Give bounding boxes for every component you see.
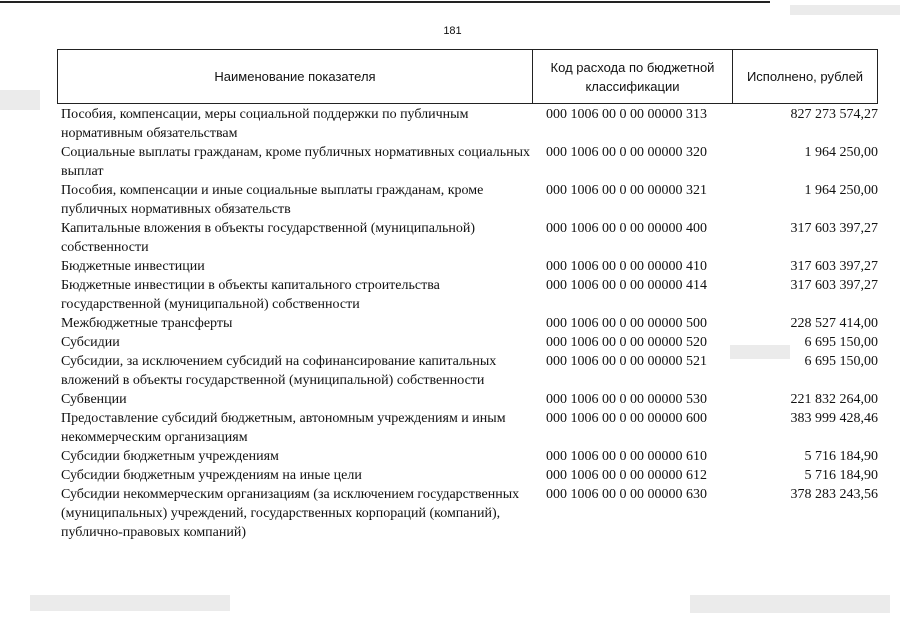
table-header	[57, 49, 878, 104]
row-amount: 221 832 264,00	[790, 392, 878, 407]
page-number: 181	[443, 25, 462, 37]
scan-noise	[30, 595, 230, 611]
row-amount: 827 273 574,27	[790, 107, 878, 122]
table-row	[57, 276, 878, 314]
row-code: 000 1006 00 0 00 00000 520	[546, 335, 707, 350]
row-code: 000 1006 00 0 00 00000 410	[546, 259, 707, 274]
row-amount: 317 603 397,27	[790, 259, 878, 274]
row-name: Бюджетные инвестиции в объекты капитального строительства государственной (муниципальной) собственности	[61, 278, 440, 312]
row-code: 000 1006 00 0 00 00000 500	[546, 316, 707, 331]
row-code: 000 1006 00 0 00 00000 530	[546, 392, 707, 407]
row-code: 000 1006 00 0 00 00000 313	[546, 107, 707, 122]
table-body	[57, 105, 878, 542]
row-name: Пособия, компенсации, меры социальной поддержки по публичным нормативным обязательствам	[61, 107, 469, 141]
row-amount: 1 964 250,00	[804, 183, 878, 198]
table-row	[57, 219, 878, 257]
row-code: 000 1006 00 0 00 00000 320	[546, 145, 707, 160]
row-amount: 383 999 428,46	[790, 411, 878, 426]
row-code: 000 1006 00 0 00 00000 321	[546, 183, 707, 198]
table-row	[57, 447, 878, 466]
table-row	[57, 143, 878, 181]
row-code: 000 1006 00 0 00 00000 610	[546, 449, 707, 464]
row-name: Субсидии бюджетным учреждениям на иные цели	[61, 468, 362, 483]
row-code: 000 1006 00 0 00 00000 414	[546, 278, 707, 293]
row-amount: 317 603 397,27	[790, 221, 878, 236]
table-row	[57, 466, 878, 485]
scan-noise	[790, 5, 900, 15]
header-name: Наименование показателя	[58, 50, 533, 103]
row-name: Субвенции	[61, 392, 127, 407]
page-top-rule	[0, 1, 770, 3]
scan-noise	[0, 90, 40, 110]
row-code: 000 1006 00 0 00 00000 630	[546, 487, 707, 502]
table-row	[57, 105, 878, 143]
row-name: Капитальные вложения в объекты государственной (муниципальной) собственности	[61, 221, 476, 255]
row-name: Субсидии	[61, 335, 120, 350]
row-name: Социальные выплаты гражданам, кроме публичных нормативных социальных выплат	[61, 145, 530, 179]
row-name: Предоставление субсидий бюджетным, автономным учреждениям и иным некоммерческим организациям	[61, 411, 506, 445]
row-amount: 6 695 150,00	[804, 335, 878, 350]
table-row	[57, 409, 878, 447]
row-name: Межбюджетные трансферты	[61, 316, 233, 331]
table-row	[57, 181, 878, 219]
table-row	[57, 314, 878, 333]
header-amount: Исполнено, рублей	[746, 69, 864, 84]
table-row	[57, 257, 878, 276]
scan-noise	[690, 595, 890, 613]
row-name: Субсидии, за исключением субсидий на софинансирование капитальных вложений в объекты государственной (муниципальной) собственности	[61, 354, 497, 388]
row-amount: 1 964 250,00	[804, 145, 878, 160]
row-code: 000 1006 00 0 00 00000 521	[546, 354, 707, 369]
table-row	[57, 485, 878, 542]
row-amount: 6 695 150,00	[804, 354, 878, 369]
row-amount: 317 603 397,27	[790, 278, 878, 293]
header-code: Код расхода по бюджетной классификации	[533, 50, 733, 103]
row-amount: 5 716 184,90	[804, 468, 878, 483]
row-amount: 378 283 243,56	[790, 487, 878, 502]
row-code: 000 1006 00 0 00 00000 400	[546, 221, 707, 236]
row-name: Субсидии некоммерческим организациям (за исключением государственных (муниципальных) учреждений, государственных корпораций (компаний), публично-правовых компаний)	[61, 487, 520, 540]
row-name: Субсидии бюджетным учреждениям	[61, 449, 279, 464]
row-amount: 5 716 184,90	[804, 449, 878, 464]
scan-noise	[730, 345, 790, 359]
row-code: 000 1006 00 0 00 00000 612	[546, 468, 707, 483]
row-name: Бюджетные инвестиции	[61, 259, 205, 274]
table-row	[57, 390, 878, 409]
row-name: Пособия, компенсации и иные социальные выплаты гражданам, кроме публичных нормативных обязательств	[61, 183, 484, 217]
row-code: 000 1006 00 0 00 00000 600	[546, 411, 707, 426]
row-amount: 228 527 414,00	[790, 316, 878, 331]
